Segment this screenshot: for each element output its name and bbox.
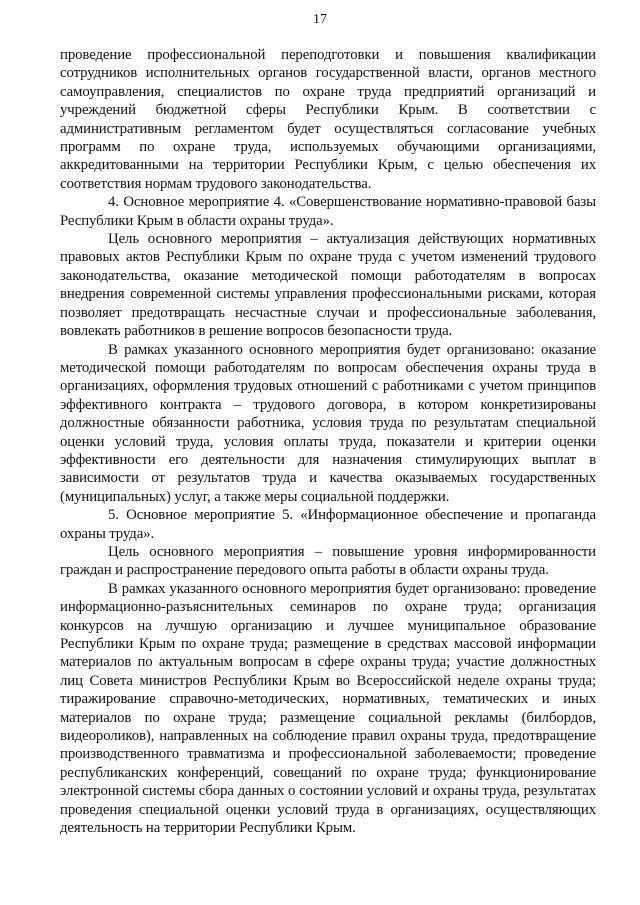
paragraph-measure-5-scope: В рамках указанного основного мероприятия будет организовано: проведение информационно-разъяснительных семинаров по охране труда; организация конкурсов на лучшую организацию и лучшее муниципальное образование Республики Крым по охране труда; размещение в средствах массовой информации материалов по актуальным вопросам в сфере охраны труда; участие должностных лиц Совета министров Республики Крым во Всероссийской неделе охраны труда; тиражирование справочно-методических, нормативных, тематических и иных материалов по охране труда; размещение социальной рекламы (билбордов, видеороликов), направленных на соблюдение правил охраны труда, предотвращение производственного травматизма и профессиональной заболеваемости; проведение республиканских конференций, совещаний по охране труда; функционирование электронной системы сбора данных о состоянии условий и охраны труда, результатах проведения специальной оценки условий труда в организациях, осуществляющих деятельность на территории Республики Крым. [60, 580, 596, 837]
paragraph-measure-4-heading: 4. Основное мероприятие 4. «Совершенствование нормативно-правовой базы Республики Крым в области охраны труда». [60, 194, 596, 229]
paragraph-continuation: проведение профессиональной переподготовки и повышения квалификации сотрудников исполнительных органов государственной власти, органов местного самоуправления, специалистов по охране труда предприятий организаций и учреждений бюджетной сферы Республики Крым. В соответствии с административным регламентом будет осуществляться согласование учебных программ по охране труда, используемых обучающими организациями, аккредитованными на территории Республики Крым, с целью обеспечения их соответствия нормам трудового законодательства. [60, 47, 596, 192]
paragraph-measure-4-goal: Цель основного мероприятия – актуализация действующих нормативных правовых актов Республики Крым по охране труда с учетом изменений трудового законодательства, оказание методической помощи работодателям в вопросах внедрения современной системы управления профессиональными рисками, которая позволяет предотвращать несчастные случаи и профессиональные заболевания, вовлекать работников в решение вопросов безопасности труда. [60, 231, 596, 340]
paragraph-measure-4-scope: В рамках указанного основного мероприятия будет организовано: оказание методической помощи работодателям по вопросам обеспечения охраны труда в организациях, оформления трудовых отношений с работниками с учетом принципов эффективного контракта – трудового договора, в котором конкретизированы должностные обязанности работника, условия труда по результатам специальной оценки условий труда, условия оплаты труда, показатели и критерии оценки эффективности его деятельности для назначения стимулирующих выплат в зависимости от результатов труда и качества оказываемых государственных (муниципальных) услуг, а также меры социальной поддержки. [60, 341, 596, 505]
page-number: 17 [313, 12, 327, 27]
document-body [60, 46, 596, 837]
paragraph-measure-5-heading: 5. Основное мероприятие 5. «Информационное обеспечение и пропаганда охраны труда». [60, 507, 596, 542]
paragraph-measure-5-goal: Цель основного мероприятия – повышение уровня информированности граждан и распространение передового опыта работы в области охраны труда. [60, 543, 596, 579]
